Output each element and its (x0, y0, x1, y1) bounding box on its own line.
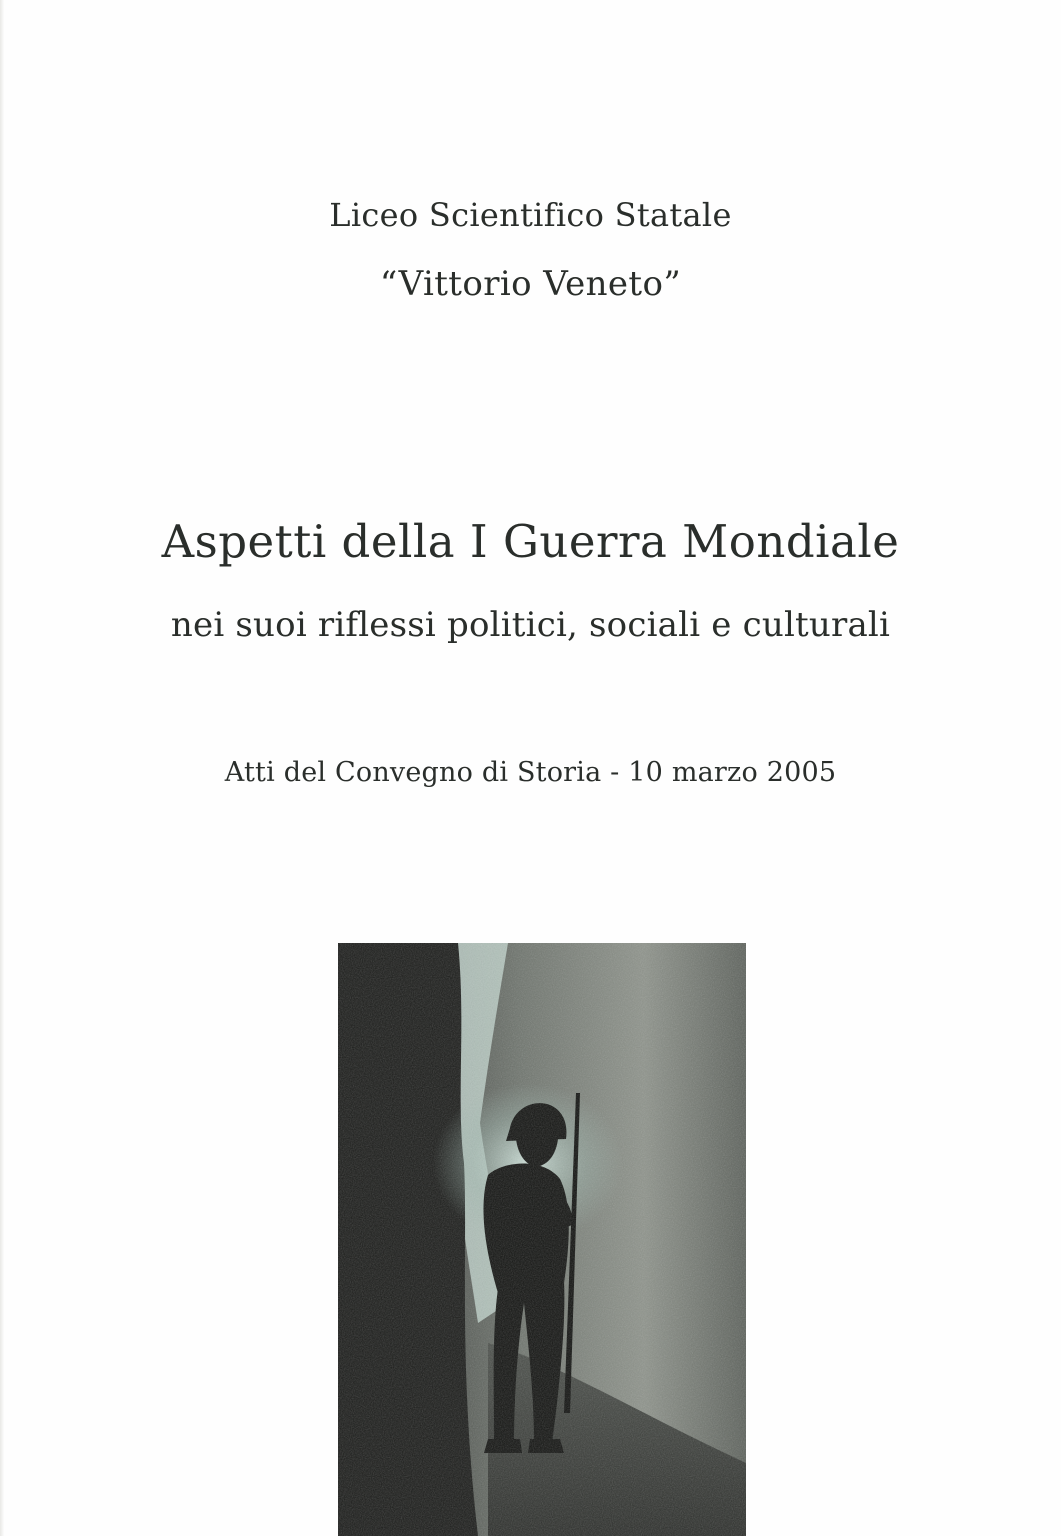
school-name: “Vittorio Veneto” (379, 264, 682, 304)
cover-photo (338, 943, 746, 1536)
proceedings-line: Atti del Convegno di Storia - 10 marzo 2005 (224, 757, 837, 788)
book-subtitle: nei suoi riflessi politici, sociali e culturali (170, 605, 891, 645)
book-title: Aspetti della I Guerra Mondiale (161, 515, 900, 568)
school-label: Liceo Scientifico Statale (329, 196, 732, 234)
soldier-silhouette-in-trench-icon (338, 943, 746, 1536)
